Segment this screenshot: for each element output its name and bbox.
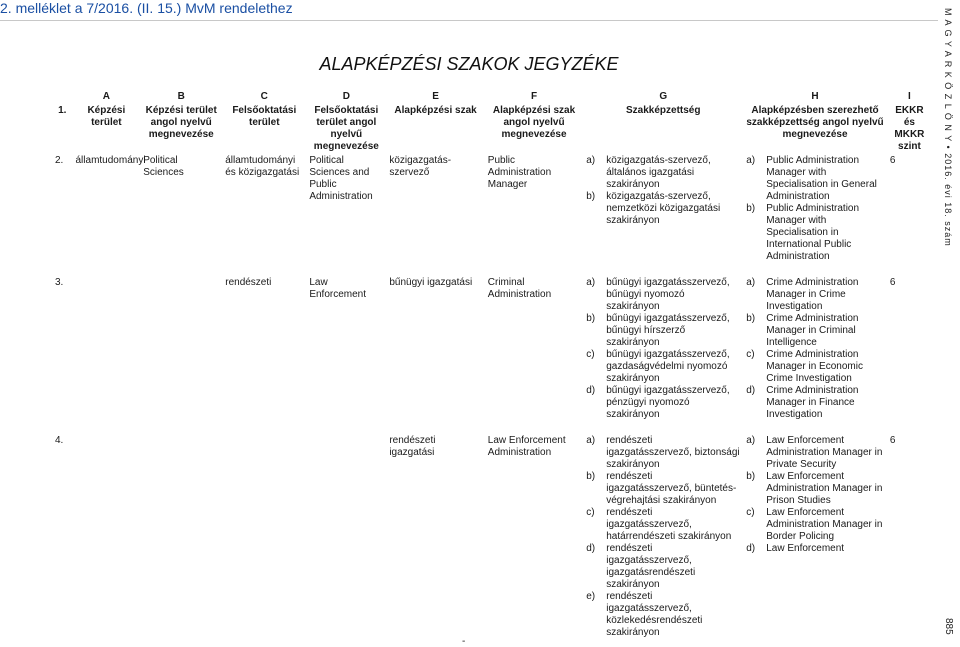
header-row bbox=[52, 104, 932, 154]
row-spacer bbox=[52, 264, 932, 276]
header-cell: Képzési terület angol nyelvű megnevezése bbox=[145, 105, 217, 140]
col-letter: I bbox=[908, 91, 911, 102]
list-item: b) bűnügyi igazgatásszervező, bűnügyi hírszerző szakirányon bbox=[586, 313, 730, 348]
cell-area: rendészeti bbox=[225, 277, 272, 288]
list-item: d) rendészeti igazgatásszervező, igazgatásrendészeti szakirányon bbox=[586, 543, 696, 590]
cell-field-en bbox=[140, 276, 222, 422]
cell-program-en: Public Administration Manager bbox=[487, 155, 552, 190]
table-row bbox=[52, 276, 932, 422]
cell-program-en: Law Enforcement Administration bbox=[487, 435, 566, 458]
col-letter: H bbox=[811, 91, 819, 102]
cell-level: 6 bbox=[889, 435, 896, 446]
header-cell: EKKR és MKKR szint bbox=[894, 105, 925, 152]
list-item: e) rendészeti igazgatásszervező, közlekedésrendészeti szakirányon bbox=[586, 591, 703, 638]
list-item: c) rendészeti igazgatásszervező, határrendészeti szakirányon bbox=[586, 507, 732, 542]
list-item: d) Crime Administration Manager in Finance Investigation bbox=[746, 385, 859, 420]
col-letter: F bbox=[530, 91, 538, 102]
cell-area: államtudományi és közigazgatási bbox=[225, 155, 300, 178]
page-header bbox=[0, 0, 938, 21]
row-number: 1. bbox=[58, 105, 67, 116]
cell-field bbox=[73, 276, 141, 422]
page-title: ALAPKÉPZÉSI SZAKOK JEGYZÉKE bbox=[319, 54, 619, 74]
cell-level: 6 bbox=[889, 277, 896, 288]
qualification-list bbox=[586, 277, 740, 421]
list-item: a) Law Enforcement Administration Manager in Private Security bbox=[746, 435, 883, 470]
col-letter: C bbox=[260, 91, 268, 102]
cell-qualification-en bbox=[743, 276, 887, 422]
list-item: a) rendészeti igazgatásszervező, biztonsági szakirányon bbox=[586, 435, 740, 470]
cell-qualification bbox=[583, 276, 743, 422]
list-item: b) Crime Administration Manager in Criminal Intelligence bbox=[746, 313, 859, 348]
header-cell: Képzési terület bbox=[87, 105, 126, 128]
list-item: b) rendészeti igazgatásszervező, büntetés-végrehajtási szakirányon bbox=[586, 471, 737, 506]
qualification-en-list bbox=[746, 155, 884, 263]
qualification-list bbox=[586, 435, 740, 639]
cell-area-en: Political Sciences and Public Administration bbox=[309, 155, 373, 202]
side-margin bbox=[940, 0, 960, 645]
col-letter: A bbox=[102, 91, 110, 102]
list-item: b) Law Enforcement Administration Manager in Prison Studies bbox=[746, 471, 883, 506]
header-cell: Alapképzésben szerezhető szakképzettség angol nyelvű megnevezése bbox=[746, 105, 884, 140]
cell-qualification bbox=[583, 434, 743, 640]
list-item: a) Public Administration Manager with Specialisation in General Administration bbox=[746, 155, 877, 202]
list-item: b) közigazgatás-szervező, nemzetközi közigazgatási szakirányon bbox=[586, 191, 721, 226]
list-item: c) bűnügyi igazgatásszervező, gazdaságvédelmi nyomozó szakirányon bbox=[586, 349, 730, 384]
col-letter: G bbox=[659, 91, 668, 102]
qualification-list bbox=[586, 155, 740, 227]
row-number: 4. bbox=[55, 435, 64, 446]
col-letter: E bbox=[432, 91, 439, 102]
list-item: b) Public Administration Manager with Specialisation in International Public Administration bbox=[746, 203, 860, 262]
list-item: a) Crime Administration Manager in Crime Investigation bbox=[746, 277, 859, 312]
cell-area-en: Law Enforcement bbox=[309, 277, 367, 300]
cell-program: közigazgatás-szervező bbox=[389, 155, 452, 178]
list-item: d) Law Enforcement bbox=[746, 543, 845, 554]
row-number: 3. bbox=[55, 277, 64, 288]
table-row bbox=[52, 434, 932, 640]
cell-field-en bbox=[140, 434, 222, 640]
cell-field bbox=[73, 434, 141, 640]
row-number: 2. bbox=[55, 155, 64, 166]
bottom-dash: - bbox=[462, 636, 466, 647]
cell-field-en: Political Sciences bbox=[143, 155, 184, 178]
cell-qualification-en bbox=[743, 154, 887, 264]
cell-area bbox=[222, 434, 306, 640]
header-cell: Felsőoktatási terület angol nyelvű megnevezése bbox=[313, 105, 379, 152]
list-item: d) bűnügyi igazgatásszervező, pénzügyi nyomozó szakirányon bbox=[586, 385, 730, 420]
column-letter-row bbox=[52, 90, 932, 104]
header-cell: Alapképzési szak angol nyelvű megnevezése bbox=[492, 105, 576, 140]
cell-program-en: Criminal Administration bbox=[487, 277, 552, 300]
qualification-en-list bbox=[746, 277, 884, 421]
col-letter: B bbox=[177, 91, 185, 102]
cell-field: államtudományi bbox=[75, 155, 146, 166]
header-text: 2. melléklet a 7/2016. (II. 15.) MvM rendelethez bbox=[0, 0, 293, 16]
list-item: c) Law Enforcement Administration Manager in Border Policing bbox=[746, 507, 883, 542]
table-row bbox=[52, 154, 932, 264]
list-item: a) bűnügyi igazgatásszervező, bűnügyi nyomozó szakirányon bbox=[586, 277, 730, 312]
cell-program: bűnügyi igazgatási bbox=[389, 277, 473, 288]
header-cell: Alapképzési szak bbox=[394, 105, 477, 116]
cell-qualification bbox=[583, 154, 743, 264]
side-text: M A G Y A R K Ö Z L Ö N Y • 2016. évi 18. szám bbox=[943, 8, 953, 247]
cell-level: 6 bbox=[889, 155, 896, 166]
page-number: 885 bbox=[943, 618, 954, 635]
header-cell: Szakképzettség bbox=[625, 105, 701, 116]
row-spacer bbox=[52, 422, 932, 434]
cell-qualification-en bbox=[743, 434, 887, 640]
list-item: a) közigazgatás-szervező, általános igazgatási szakirányon bbox=[586, 155, 711, 190]
list-item: c) Crime Administration Manager in Economic Crime Investigation bbox=[746, 349, 863, 384]
qualification-en-list bbox=[746, 435, 884, 555]
header-cell: Felsőoktatási terület bbox=[232, 105, 297, 128]
cell-program: rendészeti igazgatási bbox=[389, 435, 436, 458]
cell-area-en bbox=[306, 434, 386, 640]
programs-table bbox=[52, 90, 932, 640]
col-letter: D bbox=[342, 91, 350, 102]
